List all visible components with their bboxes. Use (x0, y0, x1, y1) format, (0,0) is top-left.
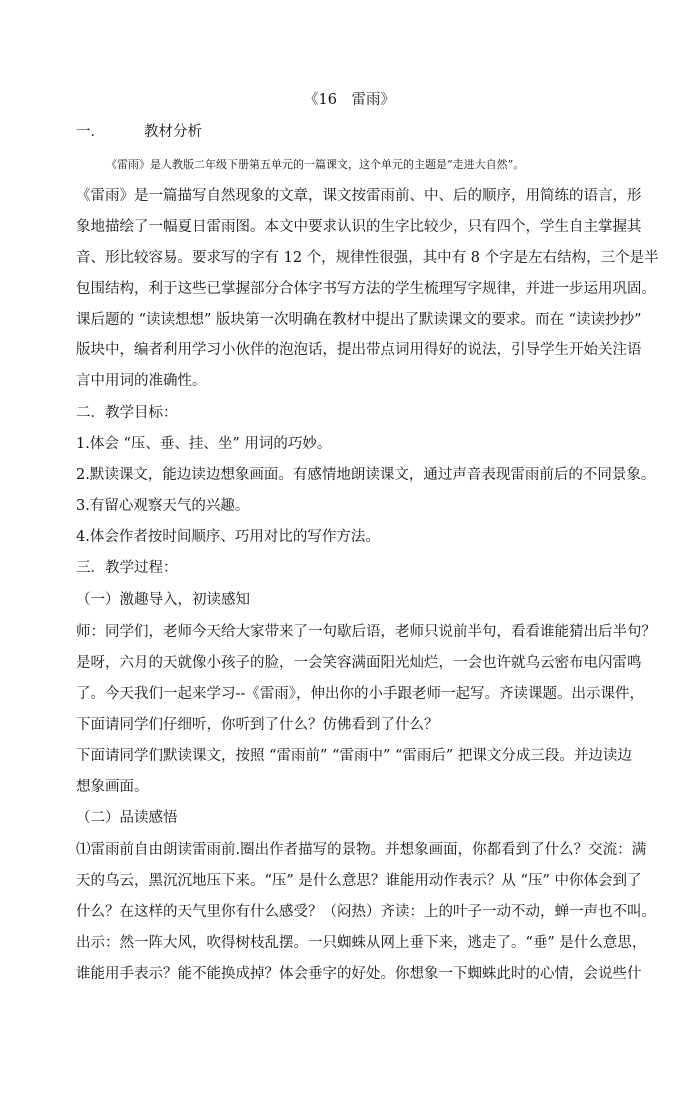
paragraph-line: 下面请同学们仔细听，你听到了什么？仿佛看到了什么？ (76, 717, 439, 733)
paragraph-line: 《雷雨》是一篇描写自然现象的文章，课文按雷雨前、中、后的顺序，用简练的语言，形 (76, 188, 642, 204)
section-1-heading (76, 122, 676, 142)
paragraph-line: 版块中，编者利用学习小伙伴的泡泡话，提出带点词用得好的说法，引导学生开始关注语 (76, 342, 642, 358)
objective-item: 1.体会 “压、垂、挂、坐” 用词的巧妙。 (76, 436, 332, 452)
section-2-heading: 二．教学目标： (76, 405, 178, 421)
paragraph-line: 是呀，六月的天就像小孩子的脸，一会笑容满面阳光灿烂，一会也许就乌云密布电闪雷鸣 (76, 655, 642, 671)
paragraph-line: 天的乌云，黑沉沉地压下来。“压” 是什么意思？谁能用动作表示？从 “压” 中你体会到了 (76, 873, 642, 889)
objective-item: 3.有留心观察天气的兴趣。 (76, 498, 250, 514)
section-3-heading: 三．教学过程： (76, 560, 178, 576)
paragraph-line: 课后题的 “读读想想” 版块第一次明确在教材中提出了默读课文的要求。而在 “读读抄抄” (76, 312, 642, 328)
document-title: 《16 雷雨》 (304, 92, 395, 108)
section-1-number: 一． (76, 124, 105, 140)
paragraph-line: 想象画面。 (76, 779, 149, 795)
paragraph-line: 象地描绘了一幅夏日雷雨图。本文中要求认识的生字比较少，只有四个，学生自主掌握其 (76, 219, 642, 235)
paragraph-line: 什么？在这样的天气里你有什么感受？（闷热）齐读：上的叶子一动不动，蝉一声也不叫。 (76, 904, 656, 920)
paragraph-line: 包围结构，利于这些已掌握部分合体字书写方法的学生梳理写字规律，并进一步运用巩固。 (76, 281, 656, 297)
paragraph-line: 言中用词的准确性。 (76, 373, 207, 389)
paragraph-line: 谁能用手表示？能不能换成掉？体会垂字的好处。你想象一下蜘蛛此时的心情，会说些什 (76, 966, 642, 982)
objective-item: 2.默读课文，能边读边想象画面。有感情地朗读课文，通过声音表现雷雨前后的不同景象。 (76, 467, 656, 483)
paragraph-line: 出示：然一阵大风，吹得树枝乱摆。一只蜘蛛从网上垂下来，逃走了。“垂” 是什么意思， (76, 935, 647, 951)
section-1-title: 教材分析 (144, 124, 202, 140)
paragraph-line: 音、形比较容易。要求写的字有 12 个，规律性很强，其中有 8 个字是左右结构，三个是半 (76, 250, 659, 266)
paragraph-line: 了。今天我们一起来学习--《雷雨》，伸出你的小手跟老师一起写。齐读课题。出示课件， (76, 686, 645, 702)
paragraph-line: 下面请同学们默读课文，按照 “雷雨前” “雷雨中” “雷雨后” 把课文分成三段。并边读边 (76, 748, 632, 764)
part-2-heading: （二）品读感悟 (76, 810, 178, 826)
part-1-heading: （一）激趣导入，初读感知 (76, 592, 250, 608)
objective-item: 4.体会作者按时间顺序、巧用对比的写作方法。 (76, 529, 380, 545)
paragraph-line: ⑴雷雨前自由朗读雷雨前.圈出作者描写的景物。并想象画面，你都看到了什么？交流：满 (76, 842, 647, 858)
paragraph-line: 师：同学们，老师今天给大家带来了一句歇后语，老师只说前半句，看看谁能猜出后半句？ (76, 624, 656, 640)
paragraph-line: 《雷雨》是人教版二年级下册第五单元的一篇课文，这个单元的主题是“走进大自然”。 (106, 158, 525, 171)
